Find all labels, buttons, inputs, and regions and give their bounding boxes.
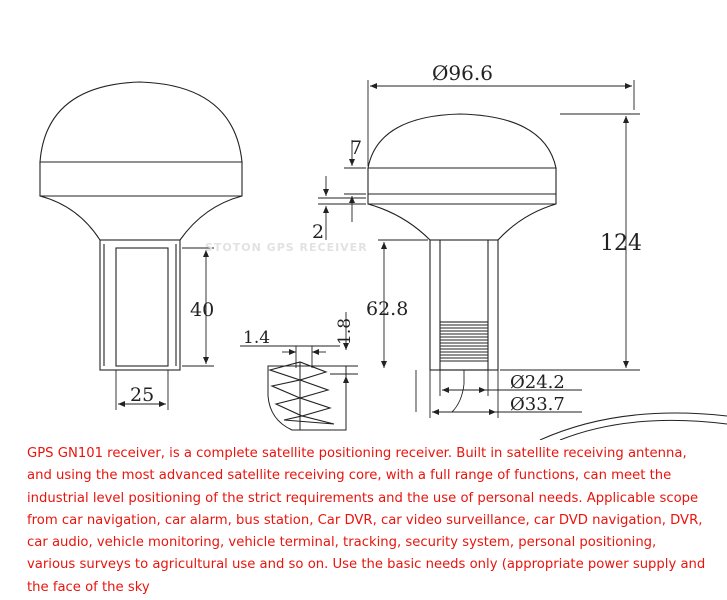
dim-top-diameter: Ø96.6 xyxy=(432,61,493,85)
side-dome xyxy=(40,82,242,162)
cable-arc xyxy=(540,413,727,440)
front-neck xyxy=(368,204,556,240)
dim-stem-height: 62.8 xyxy=(366,298,409,320)
thread-detail-outline xyxy=(268,366,346,430)
dim-dome-height: 7 xyxy=(350,137,363,159)
dim-thread-diameter: Ø24.2 xyxy=(510,372,565,393)
side-view xyxy=(40,82,242,370)
watermark: STOTON GPS RECEIVER xyxy=(205,241,368,254)
dim-thread-depth: 1.8 xyxy=(335,317,355,345)
front-view xyxy=(368,114,556,370)
dim-side-height: 40 xyxy=(190,299,215,321)
cable-arc-inner xyxy=(560,420,727,440)
dim-cap-gap: 2 xyxy=(312,221,325,243)
front-cap-band xyxy=(368,168,556,204)
dim-side-width: 25 xyxy=(130,384,155,406)
dim-total-height: 124 xyxy=(600,231,642,256)
thread-detail xyxy=(268,362,346,430)
front-dome xyxy=(368,114,556,168)
dim-base-diameter: Ø33.7 xyxy=(510,394,565,415)
dim-thread-pitch: 1.4 xyxy=(243,328,271,348)
side-neck xyxy=(40,196,242,240)
side-cap-band xyxy=(40,162,242,196)
product-description: GPS GN101 receiver, is a complete satellite positioning receiver. Built in satellite receiving antenna, and using the most advanced satellite receiving core, with a full range of functions, can meet the industrial level positioning of the strict requirements and the use of personal needs. Applicable scope from car navigation, car alarm, bus station, Car DVR, car video surveillance, car DVD navigation, DVR, car audio, vehicle monitoring, vehicle terminal, tracking, security system, personal positioning, various surveys to agricultural use and so on. Use the basic needs only (appropriate power supply and the face of the sky xyxy=(27,446,706,595)
